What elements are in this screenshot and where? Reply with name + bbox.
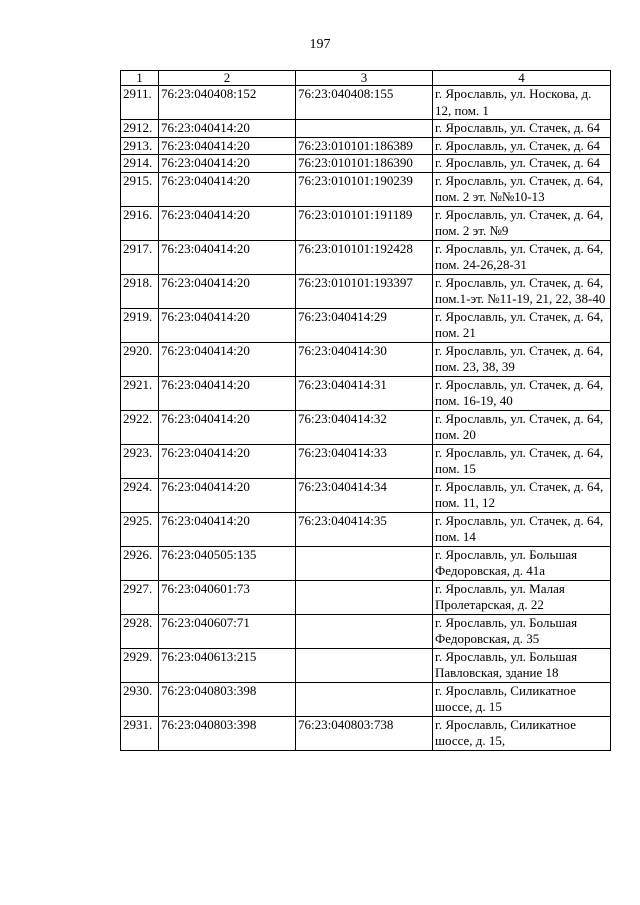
address-cell: г. Ярославль, ул. Стачек, д. 64, пом.1-эт. №11-19, 21, 22, 38-40	[433, 274, 611, 308]
table-row	[121, 580, 611, 614]
row-number-cell: 2924.	[121, 478, 159, 512]
row-number-cell: 2923.	[121, 444, 159, 478]
address-cell: г. Ярославль, ул. Носкова, д. 12, пом. 1	[433, 86, 611, 120]
row-number-cell: 2912.	[121, 120, 159, 138]
object-cadastral-number-cell: 76:23:010101:186390	[296, 155, 433, 173]
address-cell: г. Ярославль, ул. Стачек, д. 64	[433, 155, 611, 173]
table-row	[121, 512, 611, 546]
address-cell: г. Ярославль, ул. Стачек, д. 64, пом. 24-26,28-31	[433, 240, 611, 274]
object-cadastral-number-cell	[296, 580, 433, 614]
address-cell: г. Ярославль, ул. Большая Павловская, здание 18	[433, 648, 611, 682]
land-cadastral-number-cell: 76:23:040414:20	[159, 342, 296, 376]
page-number: 197	[309, 37, 331, 52]
object-cadastral-number-cell	[296, 648, 433, 682]
table-row	[121, 614, 611, 648]
object-cadastral-number-cell: 76:23:010101:193397	[296, 274, 433, 308]
table-row	[121, 308, 611, 342]
table-row	[121, 206, 611, 240]
table-header-row	[121, 71, 611, 86]
address-cell: г. Ярославль, ул. Стачек, д. 64, пом. 11, 12	[433, 478, 611, 512]
land-cadastral-number-cell: 76:23:040414:20	[159, 274, 296, 308]
table-row	[121, 172, 611, 206]
land-cadastral-number-cell: 76:23:040601:73	[159, 580, 296, 614]
row-number-cell: 2925.	[121, 512, 159, 546]
object-cadastral-number-cell: 76:23:010101:186389	[296, 137, 433, 155]
row-number-cell: 2914.	[121, 155, 159, 173]
land-cadastral-number-cell: 76:23:040803:398	[159, 716, 296, 750]
address-cell: г. Ярославль, ул. Стачек, д. 64, пом. 2 эт. №9	[433, 206, 611, 240]
land-cadastral-number-cell: 76:23:040414:20	[159, 172, 296, 206]
row-number-cell: 2911.	[121, 86, 159, 120]
table-row	[121, 444, 611, 478]
land-cadastral-number-cell: 76:23:040408:152	[159, 86, 296, 120]
table-row	[121, 716, 611, 750]
table-row	[121, 478, 611, 512]
registry-table	[120, 70, 611, 751]
object-cadastral-number-cell: 76:23:040414:34	[296, 478, 433, 512]
table-row	[121, 682, 611, 716]
row-number-cell: 2926.	[121, 546, 159, 580]
address-cell: г. Ярославль, ул. Стачек, д. 64, пом. 16-19, 40	[433, 376, 611, 410]
table-row	[121, 342, 611, 376]
table-row	[121, 240, 611, 274]
object-cadastral-number-cell: 76:23:040414:35	[296, 512, 433, 546]
row-number-cell: 2915.	[121, 172, 159, 206]
table-row	[121, 410, 611, 444]
row-number-cell: 2917.	[121, 240, 159, 274]
address-cell: г. Ярославль, ул. Стачек, д. 64	[433, 120, 611, 138]
land-cadastral-number-cell: 76:23:040414:20	[159, 137, 296, 155]
land-cadastral-number-cell: 76:23:040414:20	[159, 206, 296, 240]
object-cadastral-number-cell: 76:23:010101:190239	[296, 172, 433, 206]
land-cadastral-number-cell: 76:23:040414:20	[159, 120, 296, 138]
row-number-cell: 2929.	[121, 648, 159, 682]
table-row	[121, 648, 611, 682]
row-number-cell: 2930.	[121, 682, 159, 716]
address-cell: г. Ярославль, ул. Стачек, д. 64, пом. 23, 38, 39	[433, 342, 611, 376]
row-number-cell: 2921.	[121, 376, 159, 410]
object-cadastral-number-cell: 76:23:040408:155	[296, 86, 433, 120]
object-cadastral-number-cell: 76:23:040414:30	[296, 342, 433, 376]
column-header-1: 1	[121, 71, 159, 86]
row-number-cell: 2920.	[121, 342, 159, 376]
address-cell: г. Ярославль, ул. Стачек, д. 64, пом. 20	[433, 410, 611, 444]
table-row	[121, 546, 611, 580]
address-cell: г. Ярославль, ул. Стачек, д. 64, пом. 15	[433, 444, 611, 478]
land-cadastral-number-cell: 76:23:040414:20	[159, 512, 296, 546]
address-cell: г. Ярославль, ул. Стачек, д. 64	[433, 137, 611, 155]
table-body	[121, 86, 611, 751]
land-cadastral-number-cell: 76:23:040803:398	[159, 682, 296, 716]
land-cadastral-number-cell: 76:23:040414:20	[159, 444, 296, 478]
object-cadastral-number-cell: 76:23:040414:29	[296, 308, 433, 342]
row-number-cell: 2927.	[121, 580, 159, 614]
object-cadastral-number-cell: 76:23:040414:32	[296, 410, 433, 444]
address-cell: г. Ярославль, ул. Большая Федоровская, д. 35	[433, 614, 611, 648]
object-cadastral-number-cell	[296, 120, 433, 138]
row-number-cell: 2919.	[121, 308, 159, 342]
row-number-cell: 2918.	[121, 274, 159, 308]
table-row	[121, 376, 611, 410]
object-cadastral-number-cell	[296, 546, 433, 580]
object-cadastral-number-cell	[296, 614, 433, 648]
land-cadastral-number-cell: 76:23:040414:20	[159, 240, 296, 274]
object-cadastral-number-cell: 76:23:040414:31	[296, 376, 433, 410]
column-header-3: 3	[296, 71, 433, 86]
row-number-cell: 2913.	[121, 137, 159, 155]
row-number-cell: 2922.	[121, 410, 159, 444]
row-number-cell: 2928.	[121, 614, 159, 648]
land-cadastral-number-cell: 76:23:040414:20	[159, 478, 296, 512]
object-cadastral-number-cell: 76:23:010101:191189	[296, 206, 433, 240]
land-cadastral-number-cell: 76:23:040505:135	[159, 546, 296, 580]
address-cell: г. Ярославль, Силикатное шоссе, д. 15,	[433, 716, 611, 750]
object-cadastral-number-cell	[296, 682, 433, 716]
column-header-4: 4	[433, 71, 611, 86]
land-cadastral-number-cell: 76:23:040613:215	[159, 648, 296, 682]
row-number-cell: 2916.	[121, 206, 159, 240]
address-cell: г. Ярославль, Силикатное шоссе, д. 15	[433, 682, 611, 716]
object-cadastral-number-cell: 76:23:040803:738	[296, 716, 433, 750]
land-cadastral-number-cell: 76:23:040607:71	[159, 614, 296, 648]
object-cadastral-number-cell: 76:23:010101:192428	[296, 240, 433, 274]
land-cadastral-number-cell: 76:23:040414:20	[159, 376, 296, 410]
object-cadastral-number-cell: 76:23:040414:33	[296, 444, 433, 478]
table-row	[121, 120, 611, 138]
address-cell: г. Ярославль, ул. Малая Пролетарская, д. 22	[433, 580, 611, 614]
table-row	[121, 137, 611, 155]
address-cell: г. Ярославль, ул. Стачек, д. 64, пом. 2 эт. №№10-13	[433, 172, 611, 206]
address-cell: г. Ярославль, ул. Стачек, д. 64, пом. 21	[433, 308, 611, 342]
land-cadastral-number-cell: 76:23:040414:20	[159, 410, 296, 444]
address-cell: г. Ярославль, ул. Большая Федоровская, д. 41а	[433, 546, 611, 580]
table-row	[121, 86, 611, 120]
address-cell: г. Ярославль, ул. Стачек, д. 64, пом. 14	[433, 512, 611, 546]
land-cadastral-number-cell: 76:23:040414:20	[159, 308, 296, 342]
column-header-2: 2	[159, 71, 296, 86]
table-row	[121, 155, 611, 173]
land-cadastral-number-cell: 76:23:040414:20	[159, 155, 296, 173]
row-number-cell: 2931.	[121, 716, 159, 750]
table-row	[121, 274, 611, 308]
